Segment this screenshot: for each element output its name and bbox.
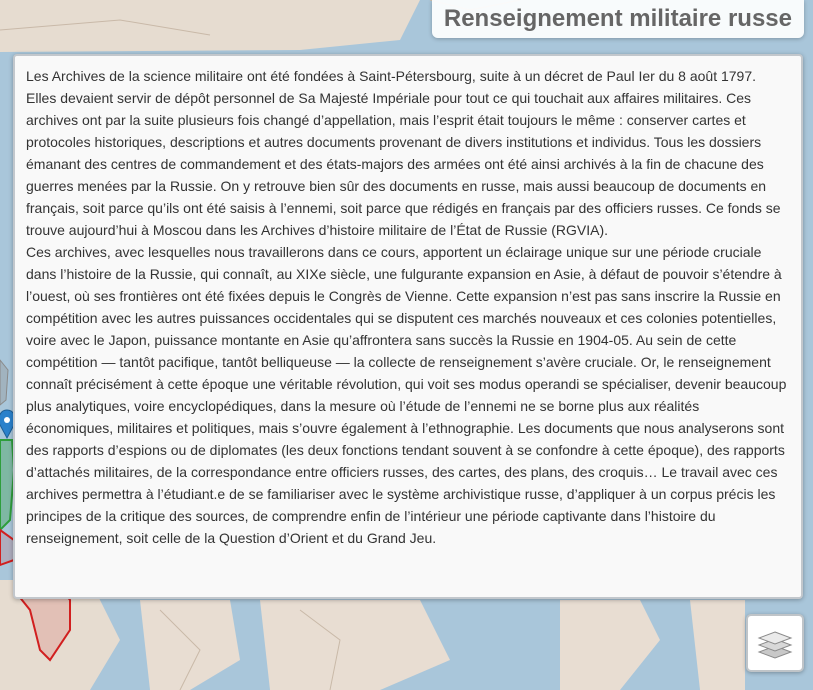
page-title: Renseignement militaire russe — [443, 5, 792, 32]
paragraph-archives-history: Les Archives de la science militaire ont été fondées à Saint-Pétersbourg, suite à un décret de Paul Ier du 8 août 1797. Elles devaient servir de dépôt personnel de Sa Majesté Impériale pour tout ce qui touchait aux affaires militaires. Ces archives ont par la suite plusieurs fois changé d’appellation, mais l’esprit était toujours le même : conserver cartes et protocoles historiques, descriptions et autres documents provenant de divers institutions et individus. Tous les dossiers émanant des centres de commandement et des états-majors des armées ont été ainsi archivés à la fin de chacune des guerres menées par la Russie. On y retrouve bien sûr des documents en russe, mais aussi beaucoup de documents en français, soit parce qu’ils ont été saisis à l’ennemi, soit parce que rédigés en français par des officiers russes. Ce fonds se trouve aujourd’hui à Moscou dans les Archives d’histoire militaire de l’État de Russie (RGVIA). — [26, 68, 781, 238]
paragraph-course-description: Ces archives, avec lesquelles nous travaillerons dans ce cours, apportent un éclairage unique sur une période cruciale dans l’histoire de la Russie, qui connaît, au XIXe siècle, une fulgurante expansion en Asie, à défaut de pouvoir s’étendre à l’ouest, où ses frontières ont été fixées depuis le Congrès de Vienne. Cette expansion n’est pas sans inscrire la Russie en compétition avec les autres puissances occidentales qui se disputent ces marchés nouveaux et ces colonies potentielles, voire avec le Japon, puissance montante en Asie qu’affrontera sans succès la Russie en 1904-05. Au sein de cette compétition — tantôt pacifique, tantôt belliqueuse — la collecte de renseignement s’avère cruciale. Or, le renseignement connaît précisément à cette époque une véritable révolution, qui voit ses modus operandi se spécialiser, devenir beaucoup plus analytiques, voire encyclopédiques, dans la mesure où l’étude de l’ennemi ne se borne plus aux réalités économiques, militaires et politiques, mais s’ouvre également à l’ethnographie. Les documents que nous analyserons sont des rapports d’espions ou de diplomates (les deux fonctions tendant souvent à se confondre à cette époque), des rapports d’attachés militaires, de la correspondance entre officiers russes, des cartes, des plans, des croquis… Le travail avec ces archives permettra à l’étudiant.e de se familiariser avec le système archivistique russe, d’appliquer à un corpus précis les principes de la critique des sources, de comprendre enfin de l’intérieur une période captivante dans l’histoire du renseignement, soit celle de la Question d’Orient et du Grand Jeu. — [26, 244, 787, 546]
layers-control-button[interactable] — [746, 614, 804, 672]
description-panel — [13, 54, 803, 599]
land-north — [0, 0, 420, 52]
title-box — [432, 0, 804, 38]
layers-icon — [757, 626, 793, 660]
